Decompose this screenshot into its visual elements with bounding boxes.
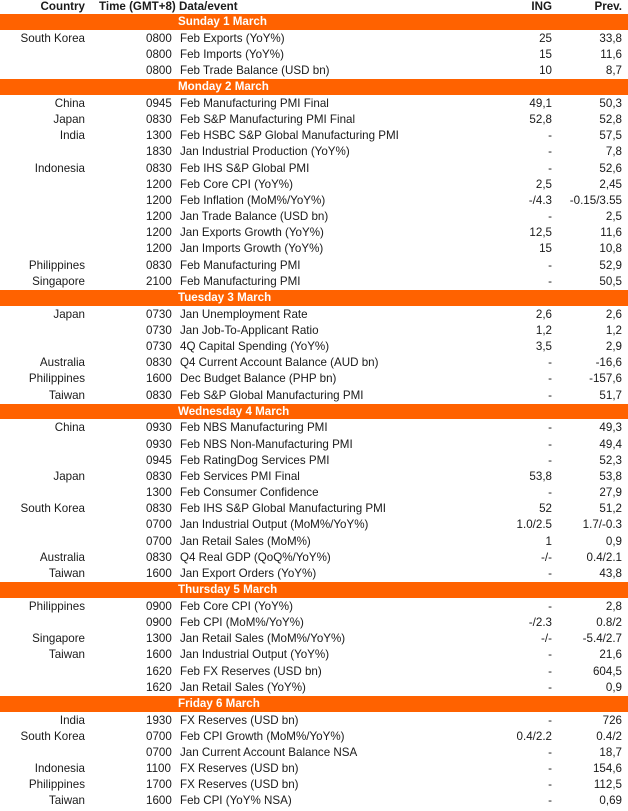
country-cell: Taiwan (48, 648, 85, 662)
event-cell: FX Reserves (USD bn) (180, 713, 299, 727)
day-header (0, 14, 628, 31)
event-cell: Feb NBS Non-Manufacturing PMI (180, 437, 353, 451)
time-cell: 1600 (146, 372, 172, 386)
time-cell: 0700 (146, 745, 172, 759)
table-row (0, 209, 628, 225)
event-cell: Feb Consumer Confidence (180, 486, 319, 500)
event-cell: Jan Industrial Output (MoM%/YoY%) (180, 518, 369, 532)
table-row (0, 31, 628, 47)
day-label: Monday 2 March (178, 80, 269, 94)
event-cell: Jan Unemployment Rate (180, 307, 308, 321)
time-cell: 1200 (146, 242, 172, 256)
day-header (0, 290, 628, 307)
ing-forecast-cell: 2,5 (535, 177, 552, 191)
ing-forecast-cell: - (548, 388, 552, 402)
ing-forecast-cell: 52 (539, 502, 552, 516)
event-cell: Feb CPI (MoM%/YoY%) (180, 615, 304, 629)
ing-forecast-cell: - (548, 274, 552, 288)
table-row (0, 745, 628, 761)
previous-value-cell: 7,8 (605, 145, 622, 159)
table-row (0, 615, 628, 631)
time-cell: 0800 (146, 31, 172, 45)
time-cell: 1200 (146, 226, 172, 240)
time-cell: 1300 (146, 129, 172, 143)
table-row (0, 193, 628, 209)
day-label: Friday 6 March (178, 696, 260, 710)
event-cell: Jan Retail Sales (MoM%) (180, 534, 311, 548)
day-header (0, 404, 628, 421)
event-cell: Feb Imports (YoY%) (180, 47, 284, 61)
ing-forecast-cell: - (548, 486, 552, 500)
table-row (0, 225, 628, 241)
ing-forecast-cell: - (548, 129, 552, 143)
time-cell: 0830 (146, 258, 172, 272)
ing-forecast-cell: -/2.3 (528, 615, 552, 629)
event-cell: Jan Retail Sales (YoY%) (180, 680, 306, 694)
time-cell: 1200 (146, 193, 172, 207)
table-row (0, 128, 628, 144)
table-row (0, 63, 628, 79)
previous-value-cell: -0.15/3.55 (569, 193, 622, 207)
event-cell: Feb Trade Balance (USD bn) (180, 63, 330, 77)
ing-forecast-cell: - (548, 664, 552, 678)
event-cell: Feb FX Reserves (USD bn) (180, 664, 322, 678)
event-cell: Jan Industrial Output (YoY%) (180, 648, 330, 662)
ing-forecast-cell: 25 (539, 31, 552, 45)
table-row (0, 664, 628, 680)
table-row (0, 437, 628, 453)
ing-forecast-cell: - (548, 258, 552, 272)
previous-value-cell: 2,6 (605, 307, 622, 321)
previous-value-cell: 112,5 (593, 778, 622, 792)
table-row (0, 631, 628, 647)
previous-value-cell: 33,8 (599, 31, 622, 45)
previous-value-cell: 0.4/2 (596, 729, 622, 743)
country-cell: Philippines (28, 372, 85, 386)
ing-forecast-cell: - (548, 145, 552, 159)
header-ing: ING (531, 0, 552, 13)
table-row (0, 761, 628, 777)
country-cell: Philippines (28, 258, 85, 272)
previous-value-cell: 1,2 (605, 323, 622, 337)
ing-forecast-cell: 3,5 (535, 339, 552, 353)
ing-forecast-cell: - (548, 567, 552, 580)
country-cell: India (59, 129, 85, 143)
previous-value-cell: 18,7 (599, 745, 622, 759)
previous-value-cell: 0,9 (605, 534, 622, 548)
event-cell: FX Reserves (USD bn) (180, 762, 299, 776)
previous-value-cell: 10,8 (599, 242, 622, 256)
previous-value-cell: -157,6 (589, 372, 622, 386)
table-row (0, 534, 628, 550)
country-cell: Taiwan (48, 567, 85, 580)
time-cell: 0830 (146, 469, 172, 483)
calendar-body (0, 14, 628, 810)
previous-value-cell: 50,5 (599, 274, 622, 288)
table-row (0, 241, 628, 257)
ing-forecast-cell: - (548, 437, 552, 451)
event-cell: Feb CPI Growth (MoM%/YoY%) (180, 729, 345, 743)
table-row (0, 47, 628, 63)
ing-forecast-cell: - (548, 453, 552, 467)
day-header (0, 582, 628, 599)
table-row (0, 453, 628, 469)
time-cell: 0700 (146, 534, 172, 548)
previous-value-cell: 49,4 (599, 437, 622, 451)
time-cell: 1200 (146, 210, 172, 224)
event-cell: Feb Manufacturing PMI (180, 258, 301, 272)
table-row (0, 713, 628, 729)
country-cell: China (54, 96, 85, 110)
ing-forecast-cell: - (548, 778, 552, 792)
previous-value-cell: 2,9 (605, 339, 622, 353)
ing-forecast-cell: - (548, 745, 552, 759)
country-cell: Indonesia (34, 161, 85, 175)
ing-forecast-cell: 2,6 (535, 307, 552, 321)
previous-value-cell: 726 (602, 713, 622, 727)
event-cell: Feb RatingDog Services PMI (180, 453, 330, 467)
table-row (0, 566, 628, 582)
country-cell: South Korea (20, 502, 85, 516)
event-cell: Dec Budget Balance (PHP bn) (180, 372, 337, 386)
country-cell: Taiwan (48, 388, 85, 402)
ing-forecast-cell: 12,5 (529, 226, 552, 240)
previous-value-cell: 52,9 (599, 258, 622, 272)
table-row (0, 777, 628, 793)
previous-value-cell: 11,6 (600, 226, 622, 240)
event-cell: Feb IHS S&P Global PMI (180, 161, 310, 175)
table-row (0, 420, 628, 436)
ing-forecast-cell: - (548, 762, 552, 776)
time-cell: 0830 (146, 550, 172, 564)
event-cell: Feb S&P Global Manufacturing PMI (180, 388, 364, 402)
ing-forecast-cell: 0.4/2.2 (516, 729, 552, 743)
event-cell: Feb NBS Manufacturing PMI (180, 421, 328, 435)
time-cell: 1600 (146, 794, 172, 808)
table-row (0, 144, 628, 160)
country-cell: South Korea (20, 729, 85, 743)
event-cell: Feb IHS S&P Global Manufacturing PMI (180, 502, 386, 516)
previous-value-cell: 43,8 (599, 567, 622, 580)
day-label: Sunday 1 March (178, 15, 267, 28)
previous-value-cell: 8,7 (605, 63, 622, 77)
previous-value-cell: 57,5 (599, 129, 622, 143)
ing-forecast-cell: - (548, 210, 552, 224)
day-header (0, 696, 628, 713)
table-row (0, 161, 628, 177)
ing-forecast-cell: 53,8 (529, 469, 552, 483)
time-cell: 0830 (146, 502, 172, 516)
country-cell: China (54, 421, 85, 435)
event-cell: Feb Services PMI Final (180, 469, 300, 483)
time-cell: 1100 (146, 762, 171, 776)
table-row (0, 371, 628, 387)
country-cell: Japan (53, 469, 85, 483)
previous-value-cell: 2,45 (599, 177, 622, 191)
day-label: Wednesday 4 March (178, 404, 290, 418)
time-cell: 1620 (146, 680, 172, 694)
previous-value-cell: 2,5 (605, 210, 622, 224)
time-cell: 1700 (146, 778, 172, 792)
ing-forecast-cell: - (548, 599, 552, 613)
previous-value-cell: -16,6 (595, 356, 622, 370)
table-row (0, 388, 628, 404)
time-cell: 0900 (146, 615, 172, 629)
table-row (0, 339, 628, 355)
country-cell: Japan (53, 112, 85, 126)
event-cell: Jan Export Orders (YoY%) (180, 567, 317, 580)
event-cell: Feb Manufacturing PMI (180, 274, 301, 288)
event-cell: Jan Job-To-Applicant Ratio (180, 323, 319, 337)
time-cell: 2100 (146, 274, 172, 288)
previous-value-cell: 52,8 (599, 112, 622, 126)
ing-forecast-cell: - (548, 648, 552, 662)
time-cell: 1930 (146, 713, 172, 727)
time-cell: 0700 (146, 518, 172, 532)
country-cell: India (59, 713, 85, 727)
event-cell: Jan Trade Balance (USD bn) (180, 210, 329, 224)
table-row (0, 258, 628, 274)
previous-value-cell: 1.7/-0.3 (582, 518, 622, 532)
day-label: Tuesday 3 March (178, 291, 272, 304)
previous-value-cell: 50,3 (599, 96, 622, 110)
event-cell: Feb Inflation (MoM%/YoY%) (180, 193, 326, 207)
previous-value-cell: 604,5 (592, 664, 622, 678)
time-cell: 1830 (146, 145, 172, 159)
time-cell: 0730 (146, 339, 172, 353)
table-row (0, 680, 628, 696)
header-time-event: Time (GMT+8) Data/event (99, 0, 238, 13)
time-cell: 0945 (146, 96, 172, 110)
ing-forecast-cell: - (548, 680, 552, 694)
ing-forecast-cell: 10 (539, 63, 552, 77)
previous-value-cell: 21,6 (599, 648, 622, 662)
ing-forecast-cell: -/- (541, 550, 552, 564)
time-cell: 1300 (146, 632, 172, 646)
ing-forecast-cell: 1 (545, 534, 552, 548)
event-cell: Jan Retail Sales (MoM%/YoY%) (180, 632, 346, 646)
event-cell: Feb Core CPI (YoY%) (180, 177, 293, 191)
time-cell: 0830 (146, 388, 172, 402)
ing-forecast-cell: -/4.3 (528, 193, 552, 207)
event-cell: Q4 Current Account Balance (AUD bn) (180, 356, 379, 370)
table-row (0, 729, 628, 745)
header-prev: Prev. (594, 0, 622, 13)
time-cell: 0900 (146, 599, 172, 613)
country-cell: Philippines (28, 599, 85, 613)
country-cell: Singapore (32, 632, 85, 646)
event-cell: Q4 Real GDP (QoQ%/YoY%) (180, 550, 331, 564)
table-row (0, 96, 628, 112)
previous-value-cell: 27,9 (599, 486, 622, 500)
ing-forecast-cell: 1,2 (535, 323, 552, 337)
country-cell: Japan (53, 307, 85, 321)
day-header (0, 79, 628, 96)
time-cell: 0930 (146, 421, 172, 435)
table-row (0, 469, 628, 485)
ing-forecast-cell: - (548, 713, 552, 727)
previous-value-cell: 0,9 (605, 680, 622, 694)
ing-forecast-cell: 1.0/2.5 (516, 518, 552, 532)
time-cell: 0830 (146, 112, 172, 126)
country-cell: South Korea (20, 31, 85, 45)
previous-value-cell: -5.4/2.7 (582, 632, 622, 646)
event-cell: 4Q Capital Spending (YoY%) (180, 339, 330, 353)
event-cell: Jan Imports Growth (YoY%) (180, 242, 324, 256)
previous-value-cell: 2,8 (605, 599, 622, 613)
time-cell: 0830 (146, 356, 172, 370)
previous-value-cell: 49,3 (599, 421, 622, 435)
time-cell: 0830 (146, 161, 172, 175)
time-cell: 1620 (146, 664, 172, 678)
ing-forecast-cell: - (548, 421, 552, 435)
time-cell: 0730 (146, 307, 172, 321)
table-row (0, 355, 628, 371)
country-cell: Australia (39, 356, 85, 370)
country-cell: Indonesia (34, 762, 85, 776)
event-cell: Feb Manufacturing PMI Final (180, 96, 329, 110)
header-country: Country (40, 0, 85, 13)
table-row (0, 517, 628, 533)
table-row (0, 485, 628, 501)
time-cell: 1600 (146, 648, 172, 662)
ing-forecast-cell: 52,8 (529, 112, 552, 126)
ing-forecast-cell: - (548, 356, 552, 370)
day-label: Thursday 5 March (178, 583, 278, 597)
table-row (0, 501, 628, 517)
event-cell: Feb Exports (YoY%) (180, 31, 285, 45)
country-cell: Singapore (32, 274, 85, 288)
ing-forecast-cell: 15 (539, 47, 552, 61)
previous-value-cell: 51,7 (599, 388, 622, 402)
country-cell: Australia (39, 550, 85, 564)
previous-value-cell: 0,69 (599, 794, 622, 808)
time-cell: 0930 (146, 437, 172, 451)
table-row (0, 599, 628, 615)
previous-value-cell: 52,6 (599, 161, 622, 175)
table-row (0, 793, 628, 809)
table-row (0, 274, 628, 290)
previous-value-cell: 53,8 (599, 469, 622, 483)
event-cell: Feb HSBC S&P Global Manufacturing PMI (180, 129, 399, 143)
time-cell: 1600 (146, 567, 172, 580)
ing-forecast-cell: 49,1 (529, 96, 552, 110)
event-cell: Feb Core CPI (YoY%) (180, 599, 293, 613)
event-cell: FX Reserves (USD bn) (180, 778, 299, 792)
time-cell: 0800 (146, 63, 172, 77)
event-cell: Jan Industrial Production (YoY%) (180, 145, 350, 159)
table-row (0, 112, 628, 128)
table-row (0, 550, 628, 566)
table-row (0, 177, 628, 193)
ing-forecast-cell: 15 (539, 242, 552, 256)
event-cell: Jan Current Account Balance NSA (180, 745, 358, 759)
ing-forecast-cell: - (548, 794, 552, 808)
country-cell: Philippines (28, 778, 85, 792)
previous-value-cell: 0.8/2 (596, 615, 622, 629)
previous-value-cell: 11,6 (600, 47, 622, 61)
previous-value-cell: 51,2 (599, 502, 622, 516)
time-cell: 0700 (146, 729, 172, 743)
event-cell: Jan Exports Growth (YoY%) (180, 226, 324, 240)
previous-value-cell: 0.4/2.1 (586, 550, 622, 564)
time-cell: 1300 (146, 486, 172, 500)
table-row (0, 647, 628, 663)
previous-value-cell: 52,3 (599, 453, 622, 467)
header-row (0, 0, 628, 14)
ing-forecast-cell: - (548, 372, 552, 386)
event-cell: Feb S&P Manufacturing PMI Final (180, 112, 356, 126)
table-row (0, 323, 628, 339)
event-cell: Feb CPI (YoY% NSA) (180, 794, 292, 808)
ing-forecast-cell: - (548, 161, 552, 175)
time-cell: 1200 (146, 177, 172, 191)
country-cell: Taiwan (48, 794, 85, 808)
time-cell: 0730 (146, 323, 172, 337)
time-cell: 0945 (146, 453, 172, 467)
ing-forecast-cell: -/- (541, 632, 552, 646)
previous-value-cell: 154,6 (592, 762, 622, 776)
time-cell: 0800 (146, 47, 172, 61)
table-row (0, 307, 628, 323)
